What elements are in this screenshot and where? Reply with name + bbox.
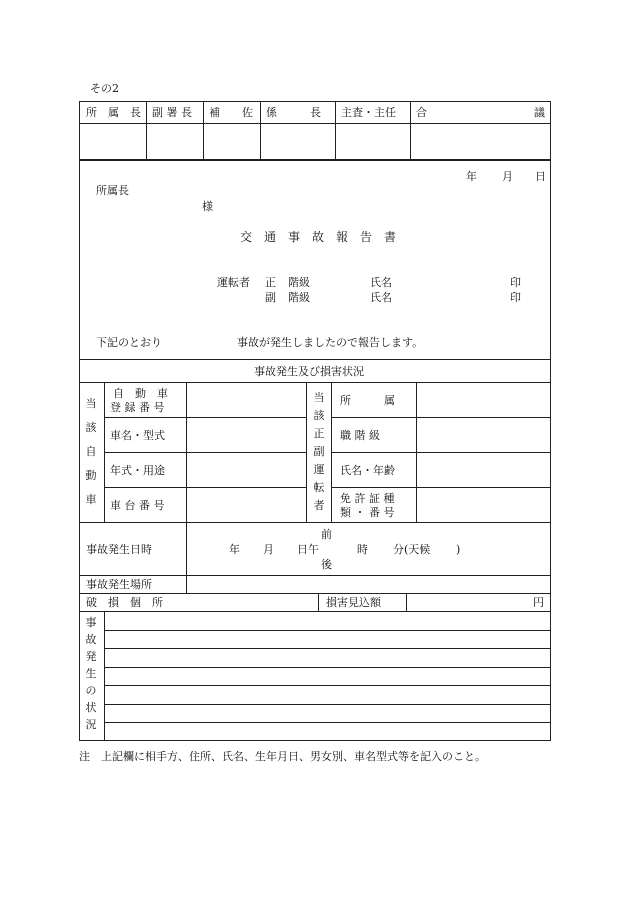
vehicle-side-label: 当 該 自 動 車 [85,397,97,506]
date-day: 日 [535,170,546,183]
datetime-day-am: 日午 [297,543,319,556]
damage-currency: 円 [533,596,544,609]
main-rank-label: 階級 [288,276,310,289]
sub-seal: 印 [510,291,521,304]
main-driver-label: 正 [265,276,276,289]
main-name-label: 氏名 [370,276,392,289]
situation-side-label: 事 故 発 生 の 状 況 [85,616,97,731]
reg-label-line2: 登 録 番 号 [110,401,165,414]
datetime-year: 年 [229,543,240,556]
place-label: 事故発生場所 [86,578,152,591]
chassis-label: 車 台 番 号 [110,499,165,512]
approval-divider [79,123,551,124]
sub-rank-label: 階級 [288,291,310,304]
damage-estimate-label: 損害見込額 [326,596,381,609]
affiliation-label: 所 属 [340,394,395,407]
datetime-month: 月 [263,543,274,556]
form-number: その2 [90,82,119,95]
header-supervisor: 主査・主任 [341,106,396,119]
datetime-pm: 後 [321,558,332,571]
header-section-chief: 係 長 [266,106,321,119]
license-label-line2: 類 ・ 番 号 [340,506,395,519]
reg-label-line1: 自 動 車 [113,387,168,400]
driver-side-label: 当 該 正 副 運 転 者 [313,391,325,512]
driver-label: 運転者 [217,276,250,289]
report-title: 交 通 事 故 報 告 書 [240,230,397,244]
header-consult-1: 合 [416,106,427,119]
header-chief: 所 属 長 [86,106,141,119]
year-use-label: 年式・用途 [110,464,165,477]
header-consult-2: 議 [534,106,545,119]
datetime-close-paren: ) [456,543,461,556]
sub-name-label: 氏名 [370,291,392,304]
rank-label: 職 階 級 [340,429,380,442]
sub-driver-label: 副 [265,291,276,304]
header-assistant: 補 佐 [209,106,253,119]
damage-label: 破 損 個 所 [86,596,163,609]
datetime-hour: 時 [357,543,368,556]
honorific: 様 [202,200,213,213]
footnote: 注 上記欄に相手方、住所、氏名、生年月日、男女別、車名型式等を記入のこと。 [79,750,486,763]
recipient: 所属長 [96,184,129,197]
datetime-label: 事故発生日時 [86,543,152,556]
header-deputy: 副 署 長 [152,106,192,119]
main-seal: 印 [510,276,521,289]
model-label: 車名・型式 [110,429,165,442]
statement-suffix: 事故が発生しましたので報告します。 [237,336,424,349]
section-title: 事故発生及び損害状況 [254,365,364,378]
date-month: 月 [502,170,513,183]
license-label-line1: 免 許 証 種 [340,492,395,505]
date-year: 年 [466,170,477,183]
datetime-minute-weather: 分(天候 [393,543,431,556]
name-age-label: 氏名・年齢 [340,464,395,477]
datetime-am: 前 [321,528,332,541]
statement-prefix: 下記のとおり [96,336,162,349]
